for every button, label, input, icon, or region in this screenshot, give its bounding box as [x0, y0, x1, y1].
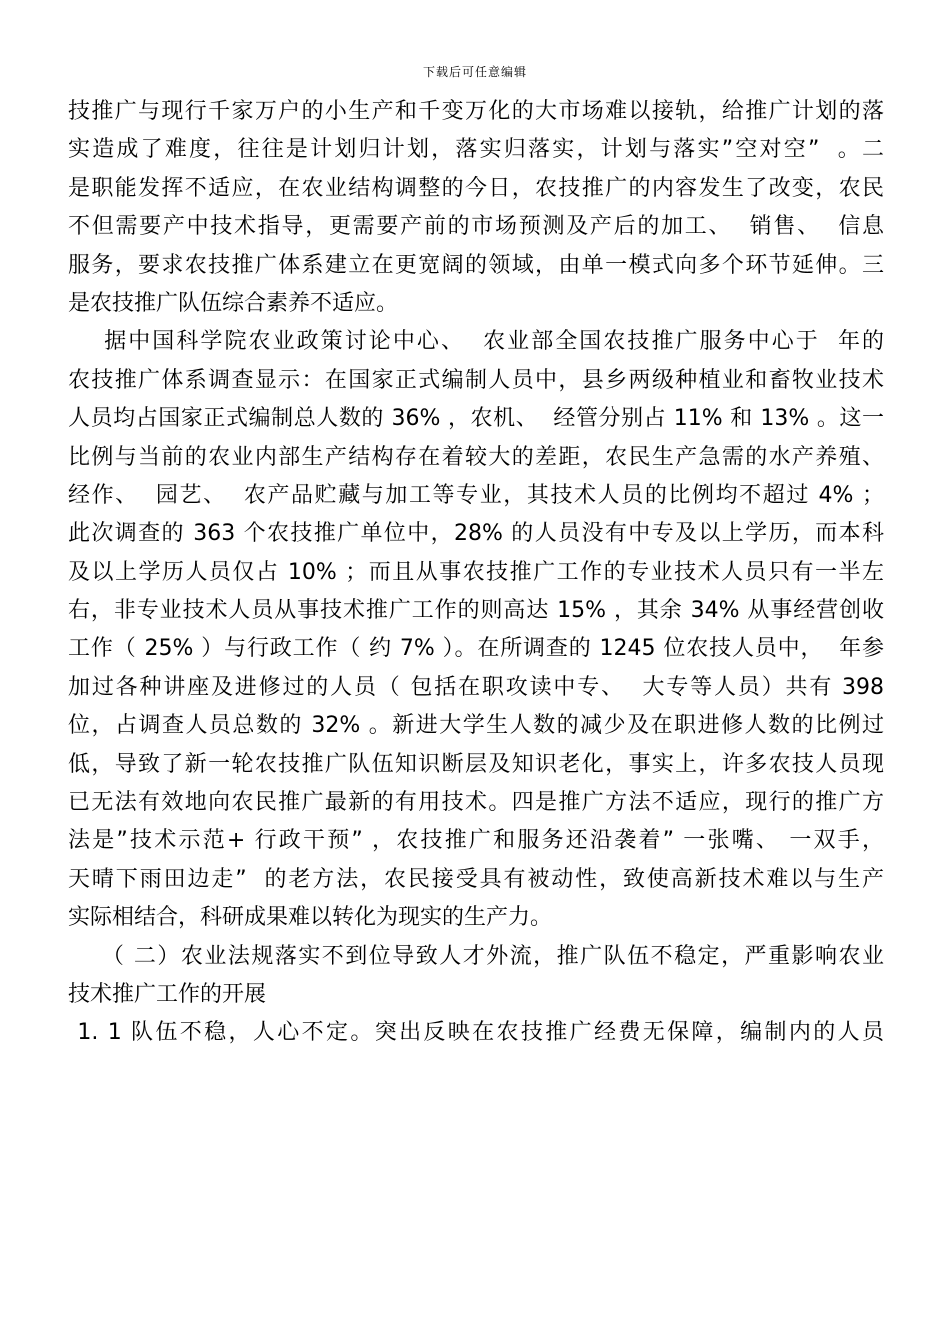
document-body — [68, 93, 884, 1053]
text-line: 加过各种讲座及进修过的人员（ 包括在职攻读中专、 大专等人员）共有 398 — [68, 674, 884, 700]
text-line: 技术推广工作的开展 — [68, 981, 267, 1007]
text-line: （ 二）农业法规落实不到位导致人才外流，推广队伍不稳定，严重影响农业 — [68, 943, 884, 969]
text-line: 低，导致了新一轮农技推广队伍知识断层及知识老化，事实上，许多农技人员现 — [68, 751, 884, 777]
text-line: 法是”技术示范+ 行政干预” ，农技推广和服务还沿袭着” 一张嘴、 一双手， — [68, 828, 884, 854]
text-line: 工作（ 25% ）与行政工作（ 约 7% ）。在所调查的 1245 位农技人员中， 年参 — [68, 636, 884, 662]
text-line: 服务，要求农技推广体系建立在更宽阔的领域，由单一模式向多个环节延伸。三 — [68, 252, 884, 278]
text-line: 是职能发挥不适应，在农业结构调整的今日，农技推广的内容发生了改变，农民 — [68, 175, 884, 201]
text-line: 已无法有效地向农民推广最新的有用技术。四是推广方法不适应，现行的推广方 — [68, 790, 884, 816]
text-line: 是农技推广队伍综合素养不适应。 — [68, 290, 399, 316]
text-line: 人员均占国家正式编制总人数的 36% ，农机、 经管分别占 11% 和 13% 。这一 — [68, 406, 884, 432]
text-line: 此次调查的 363 个农技推广单位中，28% 的人员没有中专及以上学历，而本科 — [68, 521, 884, 547]
text-line: 技推广与现行千家万户的小生产和千变万化的大市场难以接轨，给推广计划的落 — [68, 99, 884, 124]
text-line: 比例与当前的农业内部生产结构存在着较大的差距，农民生产急需的水产养殖、 — [68, 444, 884, 470]
text-line: 实造成了难度，往往是计划归计划，落实归落实，计划与落实”空对空” 。二 — [68, 137, 884, 163]
text-line: 及以上学历人员仅占 10% ；而且从事农技推广工作的专业技术人员只有一半左 — [68, 559, 884, 585]
text-line: 位，占调查人员总数的 32% 。新进大学生人数的减少及在职进修人数的比例过 — [68, 713, 884, 739]
text-line: 1. 1 队伍不稳，人心不定。突出反映在农技推广经费无保障，编制内的人员 — [68, 1020, 884, 1046]
text-line: 经作、 园艺、 农产品贮藏与加工等专业，其技术人员的比例均不超过 4% ； — [68, 482, 884, 508]
text-line: 右，非专业技术人员从事技术推广工作的则高达 15% ，其余 34% 从事经营创收 — [68, 598, 884, 624]
page-header: 下载后可任意编辑 — [422, 65, 527, 79]
text-line: 农技推广体系调查显示：在国家正式编制人员中，县乡两级种植业和畜牧业技术 — [68, 367, 884, 393]
text-line: 天晴下雨田边走” 的老方法，农民接受具有被动性，致使高新技术难以与生产 — [68, 866, 884, 892]
text-line: 据中国科学院农业政策讨论中心、 农业部全国农技推广服务中心于 年的 — [68, 329, 884, 355]
text-line: 实际相结合，科研成果难以转化为现实的生产力。 — [68, 905, 553, 931]
text-line: 不但需要产中技术指导，更需要产前的市场预测及产后的加工、 销售、 信息 — [68, 214, 884, 240]
